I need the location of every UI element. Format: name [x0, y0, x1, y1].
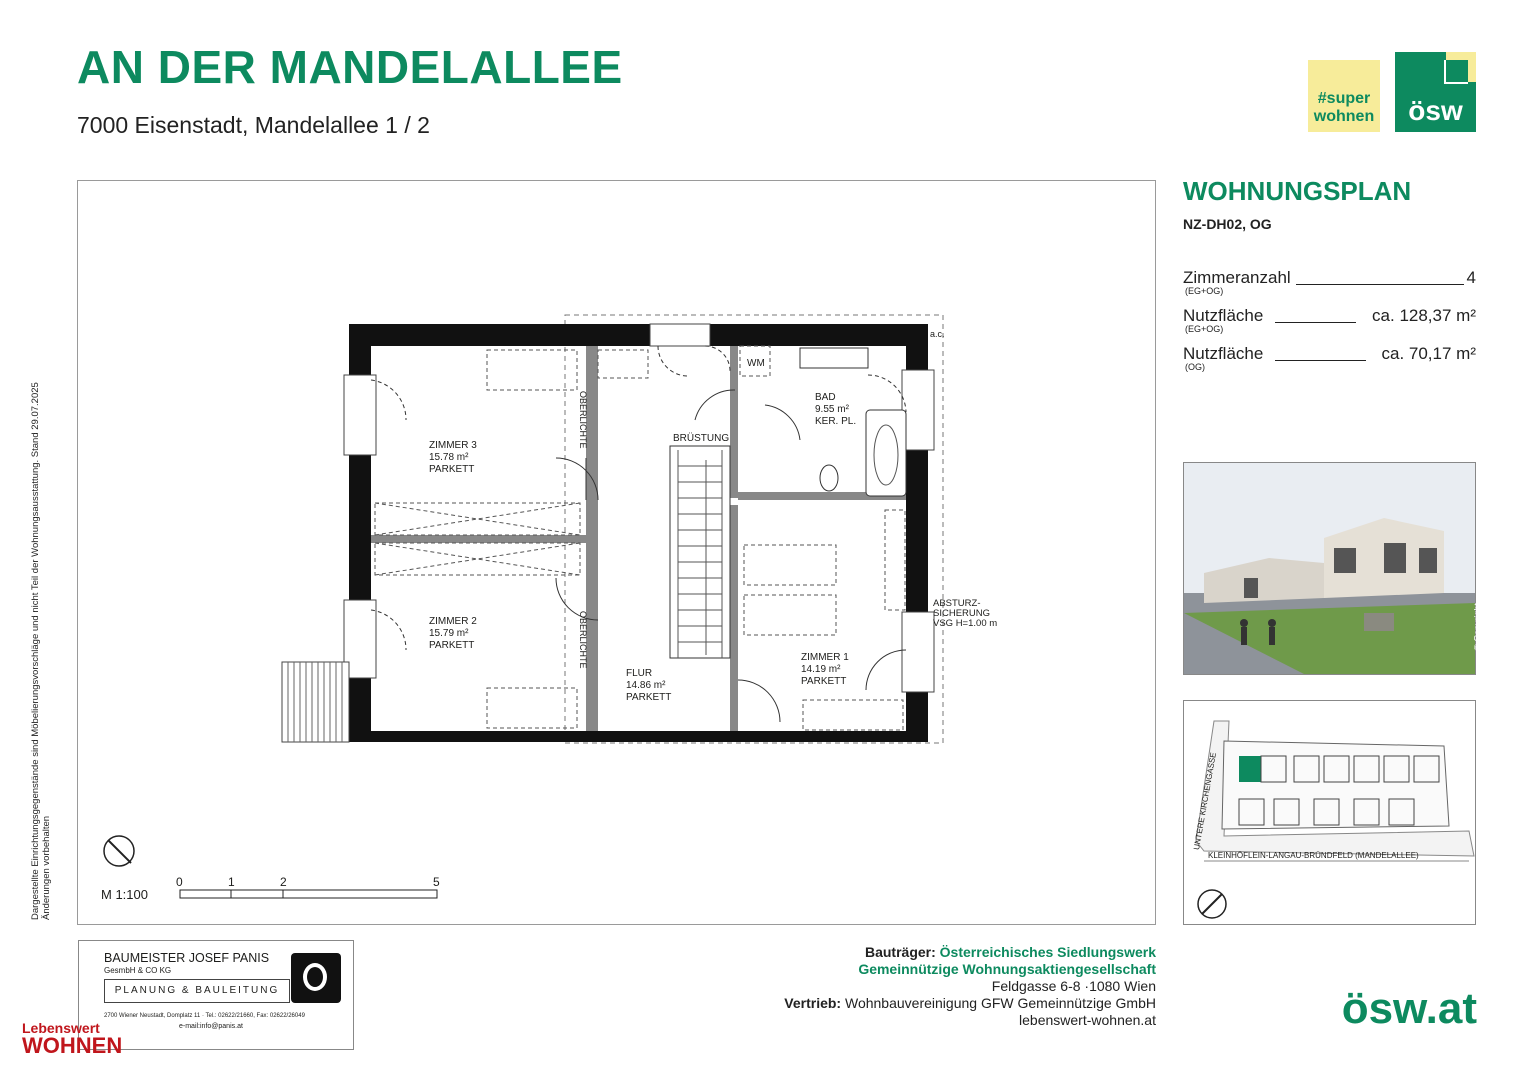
- render-copyright: © Copyright: [1473, 603, 1483, 651]
- label-bruestung: BRÜSTUNG: [673, 433, 730, 444]
- fact-area-og: [1183, 344, 1476, 374]
- contractor-name: BAUMEISTER JOSEF PANIS: [104, 951, 270, 965]
- scale-tick-1: 1: [228, 875, 235, 889]
- street-label-kirchengasse: UNTERE KIRCHENGASSE: [1192, 751, 1219, 851]
- fact-sub: (EG+OG): [1185, 286, 1224, 296]
- floorplan-frame: [77, 180, 1156, 925]
- vertrieb-web[interactable]: lebenswert-wohnen.at: [1019, 1012, 1156, 1028]
- fact-value: 4: [1466, 268, 1476, 287]
- fact-leader-line: [1275, 360, 1366, 361]
- absturz-line2: SICHERUNG: [933, 608, 991, 619]
- street-label-mandelallee: KLEINHÖFLEIN-LANGAU-BRÜNDFELD (MANDELALLEE): [1208, 851, 1419, 860]
- room-area: 15.79 m²: [429, 628, 469, 639]
- fact-label: Nutzfläche: [1183, 306, 1264, 325]
- room-floor: PARKETT: [626, 692, 672, 703]
- bautraeger-address: Feldgasse 6-8 ·1080 Wien: [991, 978, 1156, 994]
- vertrieb-label: Vertrieb:: [784, 995, 842, 1011]
- disclaimer-note: [30, 300, 52, 920]
- label-oberlichte-bottom: OBERLICHTE: [578, 611, 588, 669]
- fact-value: ca. 70,17 m²: [1381, 344, 1476, 363]
- osw-logo: [1395, 52, 1476, 132]
- label-ac: a.c.: [930, 329, 945, 339]
- lebenswert-line1: Lebenswert: [22, 1020, 100, 1036]
- absturz-line3: VSG H=1.00 m: [933, 618, 998, 629]
- site-plan: [1183, 700, 1476, 925]
- contractor-company: GesmbH & CO KG: [104, 966, 172, 975]
- floorplan-drawing: [78, 181, 1155, 924]
- super-logo-line2: wohnen: [1313, 108, 1375, 125]
- room-floor: KER. PL.: [815, 416, 857, 427]
- scale-tick-2: 2: [280, 875, 287, 889]
- fact-sub: (OG): [1185, 362, 1205, 372]
- room-zimmer3: [429, 440, 477, 476]
- room-zimmer1: [801, 652, 849, 688]
- developer-info: [784, 944, 1156, 1029]
- fact-label: Zimmeranzahl: [1183, 268, 1291, 287]
- fact-sub: (EG+OG): [1185, 324, 1224, 334]
- osw-logo-square-inner: [1444, 60, 1468, 84]
- panis-logo: [291, 953, 341, 1003]
- bautraeger-name1: Österreichisches Siedlungswerk: [939, 944, 1156, 960]
- super-wohnen-logo: [1308, 60, 1380, 132]
- label-absturzsicherung: [933, 599, 997, 629]
- fact-area-total: [1183, 306, 1476, 336]
- room-floor: PARKETT: [801, 676, 847, 687]
- room-bad: [815, 392, 856, 428]
- room-name: ZIMMER 3: [429, 440, 477, 451]
- contractor-email[interactable]: e-mail:info@panis.at: [179, 1023, 243, 1030]
- site-plan-map: [1184, 701, 1475, 924]
- room-name: BAD: [815, 392, 836, 403]
- project-address: 7000 Eisenstadt, Mandelallee 1 / 2: [77, 112, 430, 138]
- fact-leader-line: [1296, 284, 1464, 285]
- contractor-address: 2700 Wiener Neustadt, Domplatz 11 · Tel.: 02622/21660, Fax: 02622/26049: [104, 1013, 305, 1019]
- room-name: ZIMMER 2: [429, 616, 477, 627]
- scale-label: M 1:100: [101, 887, 148, 902]
- label-wm: WM: [747, 358, 765, 369]
- page-title: AN DER MANDELALLEE: [77, 41, 623, 93]
- room-area: 14.86 m²: [626, 680, 666, 691]
- label-oberlichte-top: OBERLICHTE: [578, 391, 588, 449]
- lebenswert-logo: [22, 1020, 122, 1056]
- website-link[interactable]: ösw.at: [1341, 984, 1477, 1033]
- room-zimmer2: [429, 616, 477, 652]
- absturz-line1: ABSTURZ-: [933, 598, 981, 609]
- room-area: 9.55 m²: [815, 404, 849, 415]
- osw-logo-label: ösw: [1408, 95, 1463, 126]
- lebenswert-line2: WOHNEN: [22, 1033, 123, 1058]
- fact-label: Nutzfläche: [1183, 344, 1264, 363]
- fact-rooms: [1183, 268, 1476, 298]
- room-area: 14.19 m²: [801, 664, 841, 675]
- fact-leader-line: [1275, 322, 1356, 323]
- contractor-service: PLANUNG & BAULEITUNG: [104, 979, 290, 1003]
- bautraeger-label: Bauträger:: [864, 944, 936, 960]
- scale-tick-0: 0: [176, 875, 183, 889]
- room-name: FLUR: [626, 668, 653, 679]
- rendering-image: [1184, 463, 1475, 674]
- disclaimer-line2: Änderungen vorbehalten: [41, 815, 52, 920]
- super-logo-line1: #super: [1317, 90, 1371, 107]
- building-rendering: [1183, 462, 1483, 675]
- bautraeger-name2: Gemeinnützige Wohnungsaktiengesellschaft: [858, 961, 1156, 977]
- scale-tick-5: 5: [433, 875, 440, 889]
- disclaimer-line1: Dargestellte Einrichtungsgegenstände sind Möbelierungsvorschläge und nicht Teil der Wohnungsausstattung. Stand 29.07.2025: [30, 382, 41, 920]
- room-area: 15.78 m²: [429, 452, 469, 463]
- vertrieb-name: Wohnbauvereinigung GFW Gemeinnützige GmbH: [844, 995, 1156, 1011]
- room-floor: PARKETT: [429, 464, 475, 475]
- fact-value: ca. 128,37 m²: [1372, 306, 1476, 325]
- plan-title: WOHNUNGSPLAN: [1183, 176, 1412, 206]
- unit-id: NZ-DH02, OG: [1183, 216, 1272, 232]
- room-flur: [626, 668, 671, 704]
- room-floor: PARKETT: [429, 640, 475, 651]
- room-name: ZIMMER 1: [801, 652, 849, 663]
